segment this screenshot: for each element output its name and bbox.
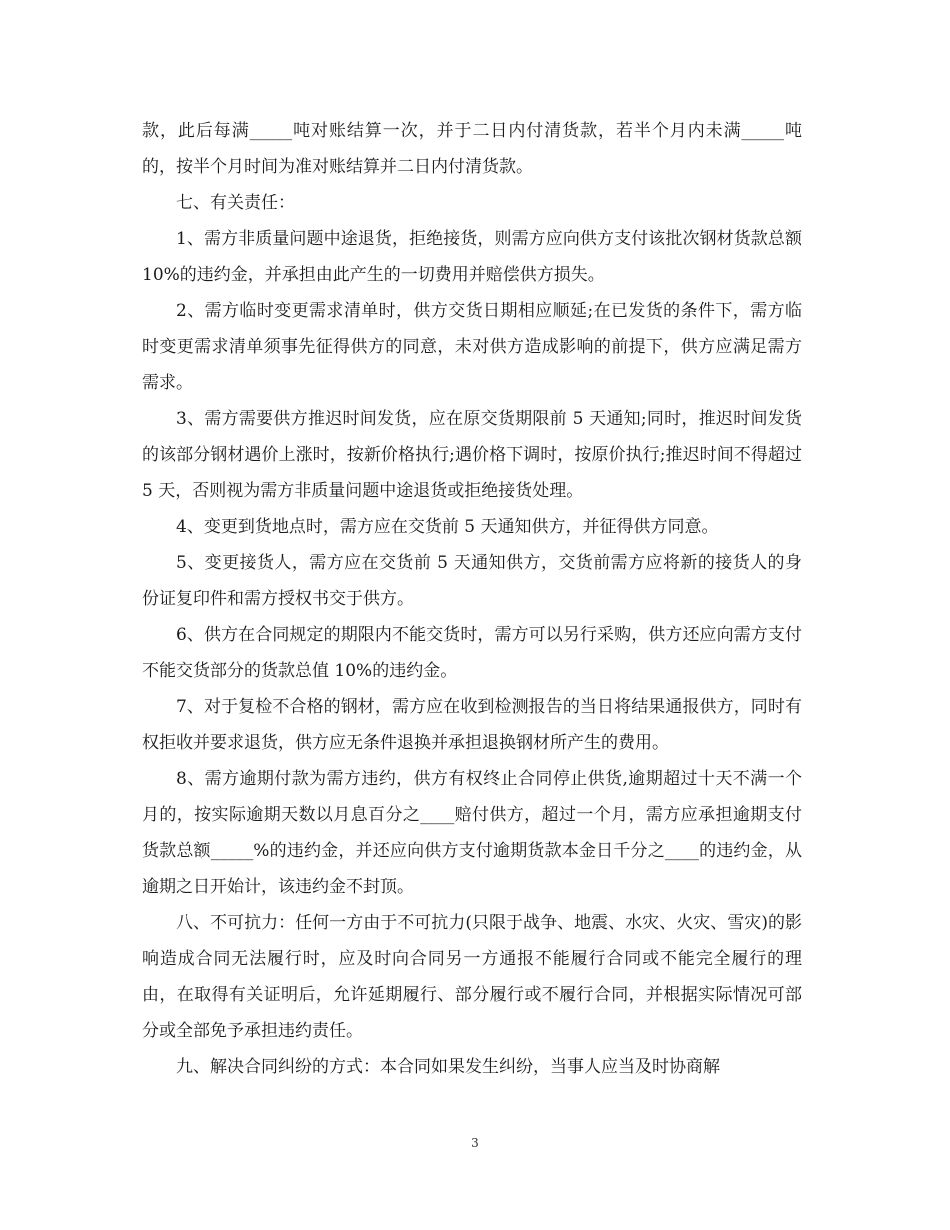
clause-6-supplier-default: 6、供方在合同规定的期限内不能交货时，需方可以另行采购，供方还应向需方支付不能交货部分的货款总值 10%的违约金。 (142, 625, 802, 681)
clause-3-delay-delivery: 3、需方需要供方推迟时间发货，应在原交货期限前 5 天通知;同时，推迟时间发货的该部分钢材遇价上涨时，按新价格执行;遇价格下调时，按原价执行;推迟时间不得超过 5 天，否则视为需方非质量问题中途退货或拒绝接货处理。 (142, 409, 802, 501)
clause-5-change-receiver: 5、变更接货人，需方应在交货前 5 天通知供方，交货前需方应将新的接货人的身份证复印件和需方授权书交于供方。 (142, 553, 802, 609)
paragraph-payment-continuation: 款，此后每满_____吨对账结算一次，并于二日内付清货款，若半个月内未满_____吨的，按半个月时间为准对账结算并二日内付清货款。 (142, 121, 802, 177)
section-heading-liability: 七、有关责任： (176, 193, 295, 213)
section-heading-dispute-resolution: 九、解决合同纠纷的方式：本合同如果发生纠纷，当事人应当及时协商解 (176, 1057, 720, 1077)
clause-7-failed-inspection: 7、对于复检不合格的钢材，需方应在收到检测报告的当日将结果通报供方，同时有权拒收并要求退货，供方应无条件退换并承担退换钢材所产生的费用。 (142, 697, 802, 753)
contract-body (142, 113, 802, 1085)
clause-2-change-demand: 2、需方临时变更需求清单时，供方交货日期相应顺延;在已发货的条件下，需方临时变更需求清单须事先征得供方的同意，未对供方造成影响的前提下，供方应满足需方需求。 (142, 301, 802, 393)
clause-1-return-refusal: 1、需方非质量问题中途退货，拒绝接货，则需方应向供方支付该批次钢材货款总额10%的违约金，并承担由此产生的一切费用并赔偿供方损失。 (142, 229, 802, 285)
clause-4-change-location: 4、变更到货地点时，需方应在交货前 5 天通知供方，并征得供方同意。 (176, 517, 719, 537)
clause-8-late-payment: 8、需方逾期付款为需方违约，供方有权终止合同停止供货,逾期超过十天不满一个月的，按实际逾期天数以月息百分之____赔付供方，超过一个月，需方应承担逾期支付货款总额_____%的违约金，并还应向供方支付逾期货款本金日千分之____的违约金，从逾期之日开始计，该违约金不封顶。 (142, 769, 802, 897)
page-number: 3 (471, 1136, 479, 1150)
section-heading-force-majeure: 八、不可抗力：任何一方由于不可抗力(只限于战争、地震、水灾、火灾、雪灾)的影响造成合同无法履行时，应及时向合同另一方通报不能履行合同或不能完全履行的理由，在取得有关证明后，允许延期履行、部分履行或不履行合同，并根据实际情况可部分或全部免予承担违约责任。 (142, 913, 802, 1041)
